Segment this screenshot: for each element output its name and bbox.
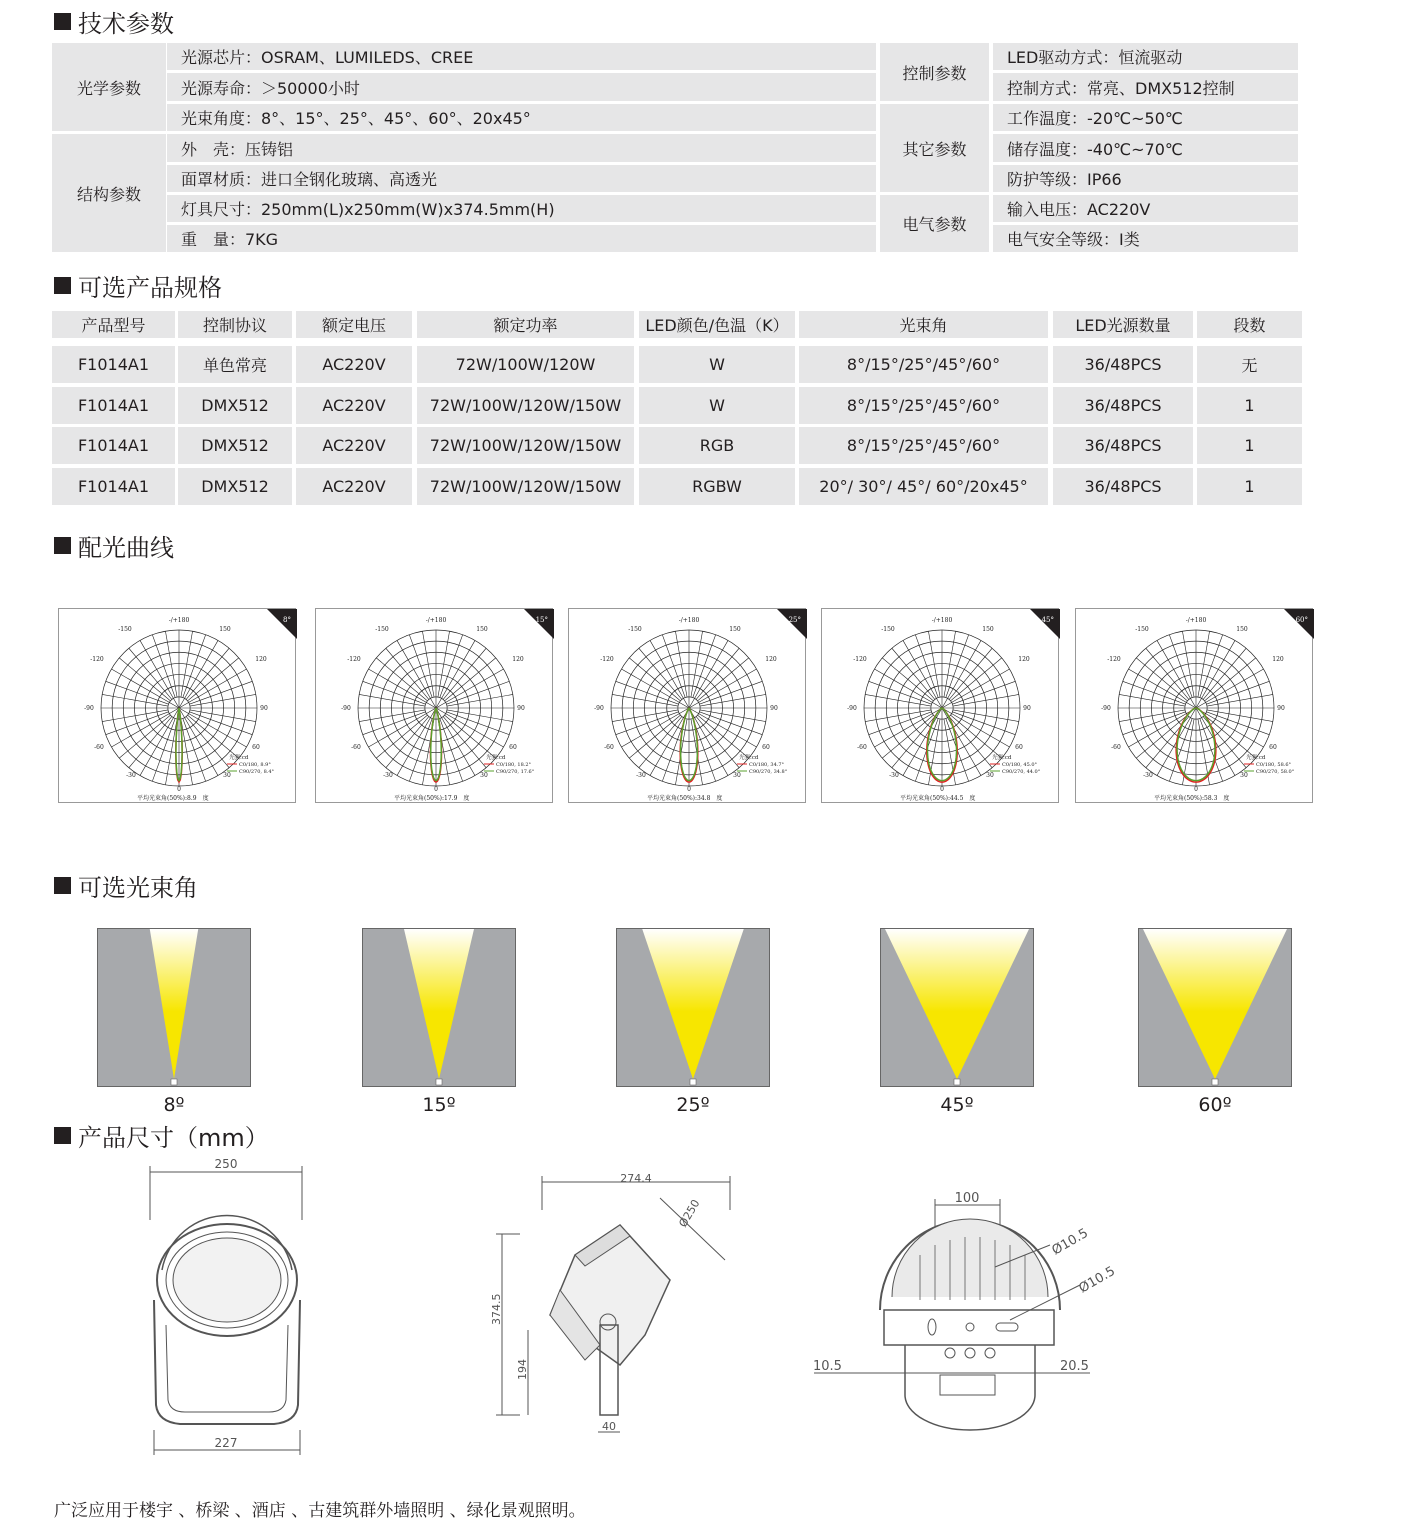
polar-tick-label: 30 xyxy=(986,772,994,779)
polar-average-beam: 平均光束角(50%):58.3 度 xyxy=(1154,795,1230,802)
bullet-square-icon xyxy=(54,13,71,30)
dim-side-width: 274.4 xyxy=(620,1172,652,1185)
polar-tick-label: 0 xyxy=(1194,786,1198,793)
polar-tick-label: 60 xyxy=(252,744,260,751)
optical-label: 光学参数 xyxy=(52,43,166,131)
application-footer: 广泛应用于楼宇 、桥梁 、酒店 、古建筑群外墙照明 、绿化景观照明。 xyxy=(54,1501,586,1521)
polar-tick-label: -60 xyxy=(857,744,867,751)
polar-tick-label: 120 xyxy=(765,656,777,663)
polar-tick-label: -30 xyxy=(636,772,646,779)
polar-tick-label: 90 xyxy=(260,705,268,712)
bullet-square-icon xyxy=(54,1127,71,1144)
section-title-dims: 产品尺寸（mm） xyxy=(54,1118,269,1153)
polar-tick-label: -120 xyxy=(347,656,361,663)
polar-tick-label: -120 xyxy=(853,656,867,663)
elec-row: 输入电压：AC220V xyxy=(993,195,1298,222)
optical-row: 光源芯片：OSRAM、LUMILEDS、CREE xyxy=(167,43,876,70)
polar-plot-svg xyxy=(569,609,807,804)
spec-table-cell: 无 xyxy=(1197,346,1302,383)
spec-table-cell: 1 xyxy=(1197,468,1302,505)
section-title-specs: 可选产品规格 xyxy=(54,268,222,303)
spec-table-cell: 36/48PCS xyxy=(1053,387,1193,424)
other-row: 工作温度：-20℃~50℃ xyxy=(993,104,1298,131)
beam-angle-label: 15º xyxy=(422,1094,456,1116)
polar-tick-label: 150 xyxy=(219,626,231,633)
spec-table-cell: DMX512 xyxy=(178,427,292,464)
polar-plot-panel xyxy=(1075,608,1313,803)
polar-angle-tag: 15° xyxy=(535,616,548,624)
section-title-tech: 技术参数 xyxy=(54,4,174,39)
polar-legend-c0: C0/180, 18.2° xyxy=(496,762,532,768)
spec-table-cell: RGBW xyxy=(639,468,795,505)
polar-tick-label: 120 xyxy=(1272,656,1284,663)
polar-tick-label: 90 xyxy=(770,705,778,712)
beam-illustration xyxy=(1138,928,1292,1087)
polar-tick-label: -90 xyxy=(84,705,94,712)
spec-table-cell: W xyxy=(639,387,795,424)
section-title-curves: 配光曲线 xyxy=(54,528,174,563)
polar-tick-label: 150 xyxy=(729,626,741,633)
polar-tick-label: -90 xyxy=(594,705,604,712)
spec-table-cell: 1 xyxy=(1197,387,1302,424)
polar-tick-label: 120 xyxy=(512,656,524,663)
polar-legend-title: 光强:cd xyxy=(1246,755,1266,761)
polar-tick-label: 30 xyxy=(733,772,741,779)
polar-legend-c90: C90/270, 44.0° xyxy=(1002,769,1041,775)
polar-legend-c0: C0/180, 8.9° xyxy=(239,762,271,768)
polar-tick-label: 60 xyxy=(509,744,517,751)
spec-table-cell: 8°/15°/25°/45°/60° xyxy=(799,346,1048,383)
dim-side-base: 40 xyxy=(602,1420,616,1433)
polar-tick-label: -30 xyxy=(383,772,393,779)
struct-label: 结构参数 xyxy=(52,134,166,252)
beam-illustration xyxy=(97,928,251,1087)
polar-tick-label: 150 xyxy=(982,626,994,633)
polar-tick-label: -150 xyxy=(628,626,642,633)
polar-angle-tag: 60° xyxy=(1295,616,1308,624)
polar-tick-label: 120 xyxy=(255,656,267,663)
polar-tick-label: 150 xyxy=(1236,626,1248,633)
polar-legend-title: 光强:cd xyxy=(739,755,759,761)
polar-tick-label: -90 xyxy=(847,705,857,712)
polar-tick-label: 0 xyxy=(687,786,691,793)
spec-header-cell: LED颜色/色温（K） xyxy=(639,311,795,338)
polar-plot-panel xyxy=(315,608,553,803)
polar-tick-label: 60 xyxy=(1269,744,1277,751)
control-row: 控制方式：常亮、DMX512控制 xyxy=(993,73,1298,101)
polar-tick-label: -60 xyxy=(94,744,104,751)
beam-illustration xyxy=(880,928,1034,1087)
spec-header-cell: LED光源数量 xyxy=(1053,311,1193,338)
spec-header-cell: 段数 xyxy=(1197,311,1302,338)
polar-tick-label: 30 xyxy=(480,772,488,779)
polar-tick-label: -90 xyxy=(1101,705,1111,712)
polar-legend-c90: C90/270, 17.6° xyxy=(496,769,535,775)
polar-tick-label: -150 xyxy=(1135,626,1149,633)
polar-plot-svg xyxy=(1076,609,1314,804)
spec-table-cell: AC220V xyxy=(296,468,412,505)
other-row: 储存温度：-40℃~70℃ xyxy=(993,134,1298,162)
polar-average-beam: 平均光束角(50%):44.5 度 xyxy=(900,795,976,802)
polar-tick-label: -/+180 xyxy=(1185,617,1207,624)
dim-back-top: 100 xyxy=(954,1191,980,1206)
dim-side-diagonal: Ø250 xyxy=(676,1197,703,1230)
polar-tick-label: -120 xyxy=(600,656,614,663)
polar-angle-tag: 8° xyxy=(283,616,291,624)
spec-header-cell: 额定电压 xyxy=(296,311,412,338)
bullet-square-icon xyxy=(54,277,71,294)
polar-tick-label: -150 xyxy=(118,626,132,633)
struct-row: 面罩材质：进口全钢化玻璃、高透光 xyxy=(167,165,876,192)
polar-tick-label: -/+180 xyxy=(425,617,447,624)
polar-plot-panel xyxy=(568,608,806,803)
polar-tick-label: 30 xyxy=(223,772,231,779)
spec-header-cell: 产品型号 xyxy=(52,311,175,338)
polar-legend-title: 光强:cd xyxy=(992,755,1012,761)
dim-back-right: 20.5 xyxy=(1060,1359,1089,1374)
polar-tick-label: -120 xyxy=(1107,656,1121,663)
polar-plot-svg xyxy=(316,609,554,804)
polar-tick-label: -30 xyxy=(1143,772,1153,779)
polar-legend-title: 光强:cd xyxy=(486,755,506,761)
other-row: 防护等级：IP66 xyxy=(993,165,1298,192)
spec-table-cell: 72W/100W/120W/150W xyxy=(417,468,634,505)
polar-tick-label: 90 xyxy=(1023,705,1031,712)
polar-legend-c90: C90/270, 8.4° xyxy=(239,769,275,775)
spec-table-cell: F1014A1 xyxy=(52,468,175,505)
optical-row: 光束角度：8°、15°、25°、45°、60°、20x45° xyxy=(167,104,876,131)
polar-legend-c0: C0/180, 34.7° xyxy=(749,762,785,768)
polar-tick-label: -60 xyxy=(351,744,361,751)
section-title-beams: 可选光束角 xyxy=(54,868,198,903)
spec-table-cell: F1014A1 xyxy=(52,346,175,383)
spec-table-cell: 8°/15°/25°/45°/60° xyxy=(799,387,1048,424)
polar-legend-c0: C0/180, 58.6° xyxy=(1256,762,1292,768)
polar-plot-panel xyxy=(821,608,1059,803)
beam-angle-label: 60º xyxy=(1198,1094,1232,1116)
spec-table-cell: 8°/15°/25°/45°/60° xyxy=(799,427,1048,464)
polar-tick-label: -30 xyxy=(126,772,136,779)
polar-tick-label: 0 xyxy=(940,786,944,793)
spec-table-cell: AC220V xyxy=(296,346,412,383)
struct-row: 外 壳：压铸铝 xyxy=(167,134,876,162)
polar-average-beam: 平均光束角(50%):17.9 度 xyxy=(394,795,470,802)
polar-tick-label: -150 xyxy=(375,626,389,633)
spec-table-cell: 单色常亮 xyxy=(178,346,292,383)
control-label: 控制参数 xyxy=(880,43,989,101)
spec-table-cell: DMX512 xyxy=(178,468,292,505)
beam-illustration xyxy=(362,928,516,1087)
bullet-square-icon xyxy=(54,877,71,894)
elec-label: 电气参数 xyxy=(880,195,989,252)
spec-header-cell: 额定功率 xyxy=(417,311,634,338)
other-label: 其它参数 xyxy=(880,104,989,192)
polar-average-beam: 平均光束角(50%):34.8 度 xyxy=(647,795,723,802)
spec-table-cell: 36/48PCS xyxy=(1053,468,1193,505)
spec-table-cell: 36/48PCS xyxy=(1053,346,1193,383)
polar-tick-label: -/+180 xyxy=(168,617,190,624)
dim-back-left: 10.5 xyxy=(813,1359,842,1374)
dim-side-mid: 194 xyxy=(516,1359,529,1380)
spec-table-cell: 1 xyxy=(1197,427,1302,464)
polar-tick-label: -150 xyxy=(881,626,895,633)
spec-table-cell: 72W/100W/120W/150W xyxy=(417,427,634,464)
polar-tick-label: -/+180 xyxy=(931,617,953,624)
dim-back-hole2: Ø10.5 xyxy=(1076,1263,1118,1297)
dim-side-height: 374.5 xyxy=(490,1293,503,1325)
polar-tick-label: 150 xyxy=(476,626,488,633)
bullet-square-icon xyxy=(54,537,71,554)
spec-table-cell: DMX512 xyxy=(178,387,292,424)
beam-angle-label: 45º xyxy=(940,1094,974,1116)
beam-angle-label: 8º xyxy=(163,1094,185,1116)
polar-legend-c90: C90/270, 34.8° xyxy=(749,769,788,775)
polar-plot-panel xyxy=(58,608,296,803)
spec-table-cell: F1014A1 xyxy=(52,427,175,464)
spec-table-cell: W xyxy=(639,346,795,383)
polar-tick-label: -90 xyxy=(341,705,351,712)
polar-tick-label: 0 xyxy=(434,786,438,793)
spec-table-cell: 72W/100W/120W/150W xyxy=(417,387,634,424)
polar-tick-label: 60 xyxy=(762,744,770,751)
optical-row: 光源寿命：＞50000小时 xyxy=(167,73,876,101)
front-view-drawing xyxy=(140,1157,315,1465)
struct-row: 灯具尺寸：250mm(L)x250mm(W)x374.5mm(H) xyxy=(167,195,876,222)
spec-table-cell: AC220V xyxy=(296,387,412,424)
spec-header-cell: 光束角 xyxy=(799,311,1048,338)
beam-illustration xyxy=(616,928,770,1087)
beam-angle-label: 25º xyxy=(676,1094,710,1116)
back-view-drawing xyxy=(810,1185,1118,1435)
dim-front-width: 250 xyxy=(214,1157,238,1171)
spec-table-cell: 36/48PCS xyxy=(1053,427,1193,464)
spec-table-cell: AC220V xyxy=(296,427,412,464)
polar-tick-label: -60 xyxy=(604,744,614,751)
spec-table-cell: F1014A1 xyxy=(52,387,175,424)
polar-legend-c90: C90/270, 58.0° xyxy=(1256,769,1295,775)
elec-row: 电气安全等级：I类 xyxy=(993,225,1298,252)
polar-tick-label: -30 xyxy=(889,772,899,779)
polar-tick-label: 60 xyxy=(1015,744,1023,751)
polar-tick-label: 0 xyxy=(177,786,181,793)
polar-angle-tag: 25° xyxy=(788,616,801,624)
struct-row: 重 量：7KG xyxy=(167,225,876,252)
polar-average-beam: 平均光束角(50%):8.9 度 xyxy=(137,795,209,802)
polar-tick-label: -120 xyxy=(90,656,104,663)
polar-plot-svg xyxy=(822,609,1060,804)
polar-angle-tag: 45° xyxy=(1041,616,1054,624)
polar-legend-c0: C0/180, 45.0° xyxy=(1002,762,1038,768)
polar-tick-label: 120 xyxy=(1018,656,1030,663)
polar-tick-label: 90 xyxy=(1277,705,1285,712)
polar-tick-label: 90 xyxy=(517,705,525,712)
polar-legend-title: 光强:cd xyxy=(229,755,249,761)
spec-table-cell: 20°/ 30°/ 45°/ 60°/20x45° xyxy=(799,468,1048,505)
polar-tick-label: -/+180 xyxy=(678,617,700,624)
spec-table-cell: RGB xyxy=(639,427,795,464)
dim-back-hole1: Ø10.5 xyxy=(1049,1225,1091,1259)
side-view-drawing xyxy=(490,1170,740,1440)
polar-plot-svg xyxy=(59,609,297,804)
spec-table-cell: 72W/100W/120W xyxy=(417,346,634,383)
spec-header-cell: 控制协议 xyxy=(178,311,292,338)
dim-front-base: 227 xyxy=(214,1436,238,1450)
control-row: LED驱动方式：恒流驱动 xyxy=(993,43,1298,70)
polar-tick-label: 30 xyxy=(1240,772,1248,779)
polar-tick-label: -60 xyxy=(1111,744,1121,751)
